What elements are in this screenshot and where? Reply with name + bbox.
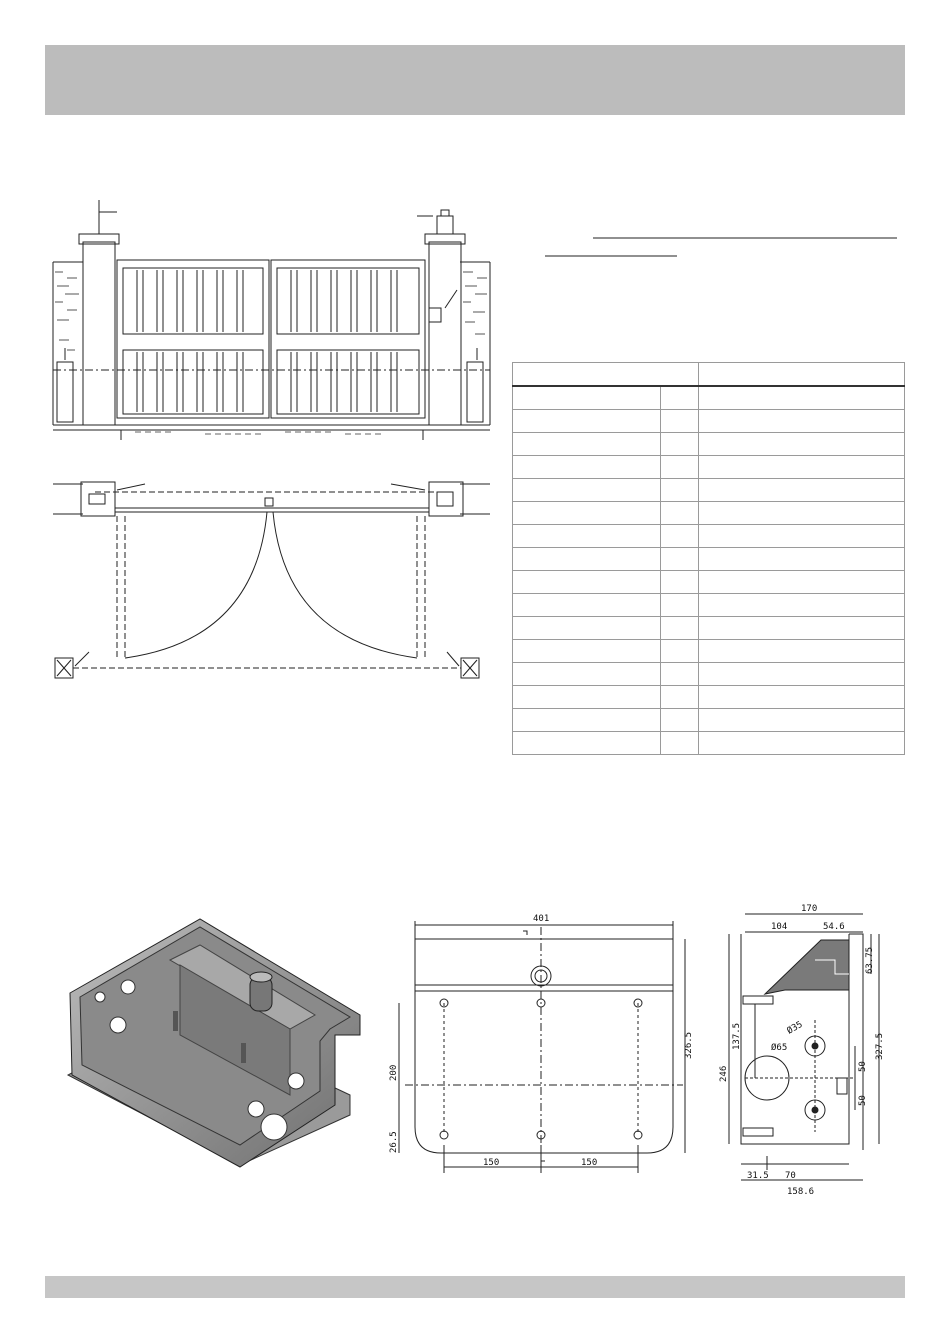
table-cell	[513, 456, 661, 479]
table-cell	[661, 709, 699, 732]
table-row	[513, 479, 905, 502]
table-header-cell	[699, 363, 905, 387]
dim-side-left-margin: 31.5	[747, 1171, 769, 1181]
table-cell	[513, 617, 661, 640]
table-cell	[661, 548, 699, 571]
table-cell	[699, 386, 905, 410]
table-cell	[699, 594, 905, 617]
spec-table	[512, 362, 905, 755]
dim-side-right-part: 54.6	[823, 922, 845, 932]
dim-right-pitch: 150	[581, 1158, 598, 1168]
dim-side-pitch-lower: 50	[858, 1095, 868, 1106]
spec-table-grid	[512, 362, 905, 755]
table-cell	[513, 686, 661, 709]
table-cell	[699, 686, 905, 709]
foundation-box-render	[60, 905, 380, 1185]
table-row	[513, 410, 905, 433]
table-header-cell	[513, 363, 699, 387]
table-cell	[661, 594, 699, 617]
table-cell	[699, 548, 905, 571]
table-cell	[661, 479, 699, 502]
foundation-box-side-view	[715, 900, 895, 1200]
table-cell	[513, 732, 661, 755]
table-cell	[661, 617, 699, 640]
table-cell	[513, 640, 661, 663]
dim-overall-width: 401	[533, 914, 550, 924]
dim-side-large-hole: Ø65	[771, 1043, 788, 1053]
table-cell	[699, 640, 905, 663]
table-cell	[699, 617, 905, 640]
table-cell	[513, 663, 661, 686]
table-cell	[661, 571, 699, 594]
dim-hole-span: 200	[389, 1064, 399, 1081]
table-row	[513, 686, 905, 709]
header-band	[45, 45, 905, 115]
table-row	[513, 640, 905, 663]
table-cell	[513, 525, 661, 548]
table-cell	[661, 502, 699, 525]
dim-overall-height: 326.5	[684, 1031, 694, 1059]
table-cell	[513, 571, 661, 594]
table-cell	[661, 525, 699, 548]
side-drawing	[715, 900, 895, 1200]
dim-side-left-part: 104	[771, 922, 788, 932]
table-row	[513, 571, 905, 594]
dim-left-pitch: 150	[483, 1158, 500, 1168]
table-cell	[699, 525, 905, 548]
table-row	[513, 525, 905, 548]
table-cell	[661, 386, 699, 410]
table-cell	[513, 502, 661, 525]
dim-side-overall-width: 170	[801, 904, 818, 914]
table-cell	[699, 732, 905, 755]
table-cell	[699, 571, 905, 594]
table-cell	[661, 640, 699, 663]
table-cell	[513, 594, 661, 617]
table-cell	[661, 686, 699, 709]
table-cell	[699, 663, 905, 686]
table-cell	[661, 456, 699, 479]
table-row	[513, 386, 905, 410]
foundation-box-plan-view	[385, 905, 705, 1195]
table-cell	[513, 709, 661, 732]
dim-side-flange-height: 63.75	[865, 946, 875, 974]
table-row	[513, 617, 905, 640]
intro-underlines	[545, 230, 905, 260]
table-cell	[513, 410, 661, 433]
table-row	[513, 663, 905, 686]
table-row	[513, 502, 905, 525]
dim-side-total-height: 246	[719, 1065, 729, 1082]
table-row	[513, 433, 905, 456]
table-cell	[699, 456, 905, 479]
table-row	[513, 456, 905, 479]
footer-band	[45, 1276, 905, 1298]
dim-side-overall-height: 327.5	[875, 1032, 885, 1060]
table-row	[513, 548, 905, 571]
table-cell	[513, 548, 661, 571]
table-cell	[661, 732, 699, 755]
plan-drawing	[385, 905, 705, 1195]
gate-installation-figure	[45, 190, 505, 710]
table-cell	[513, 433, 661, 456]
table-row	[513, 594, 905, 617]
table-cell	[661, 410, 699, 433]
table-cell	[661, 663, 699, 686]
dim-side-pitch-upper: 50	[858, 1061, 868, 1072]
table-cell	[699, 479, 905, 502]
table-row	[513, 363, 905, 387]
table-cell	[661, 433, 699, 456]
intro-text-lines	[545, 230, 905, 260]
table-cell	[699, 433, 905, 456]
dim-side-small-hole: Ø35	[785, 1019, 805, 1037]
table-cell	[699, 410, 905, 433]
dim-side-base-width: 158.6	[787, 1187, 815, 1197]
table-row	[513, 732, 905, 755]
dim-bottom-offset: 26.5	[389, 1131, 399, 1153]
table-cell	[699, 709, 905, 732]
dim-side-center-span: 70	[785, 1171, 796, 1181]
table-cell	[513, 479, 661, 502]
table-cell	[699, 502, 905, 525]
dim-side-upper-offset: 137.5	[732, 1022, 742, 1050]
gate-drawing	[45, 190, 505, 710]
foundation-box-3d-view	[60, 905, 380, 1185]
table-cell	[513, 386, 661, 410]
table-row	[513, 709, 905, 732]
